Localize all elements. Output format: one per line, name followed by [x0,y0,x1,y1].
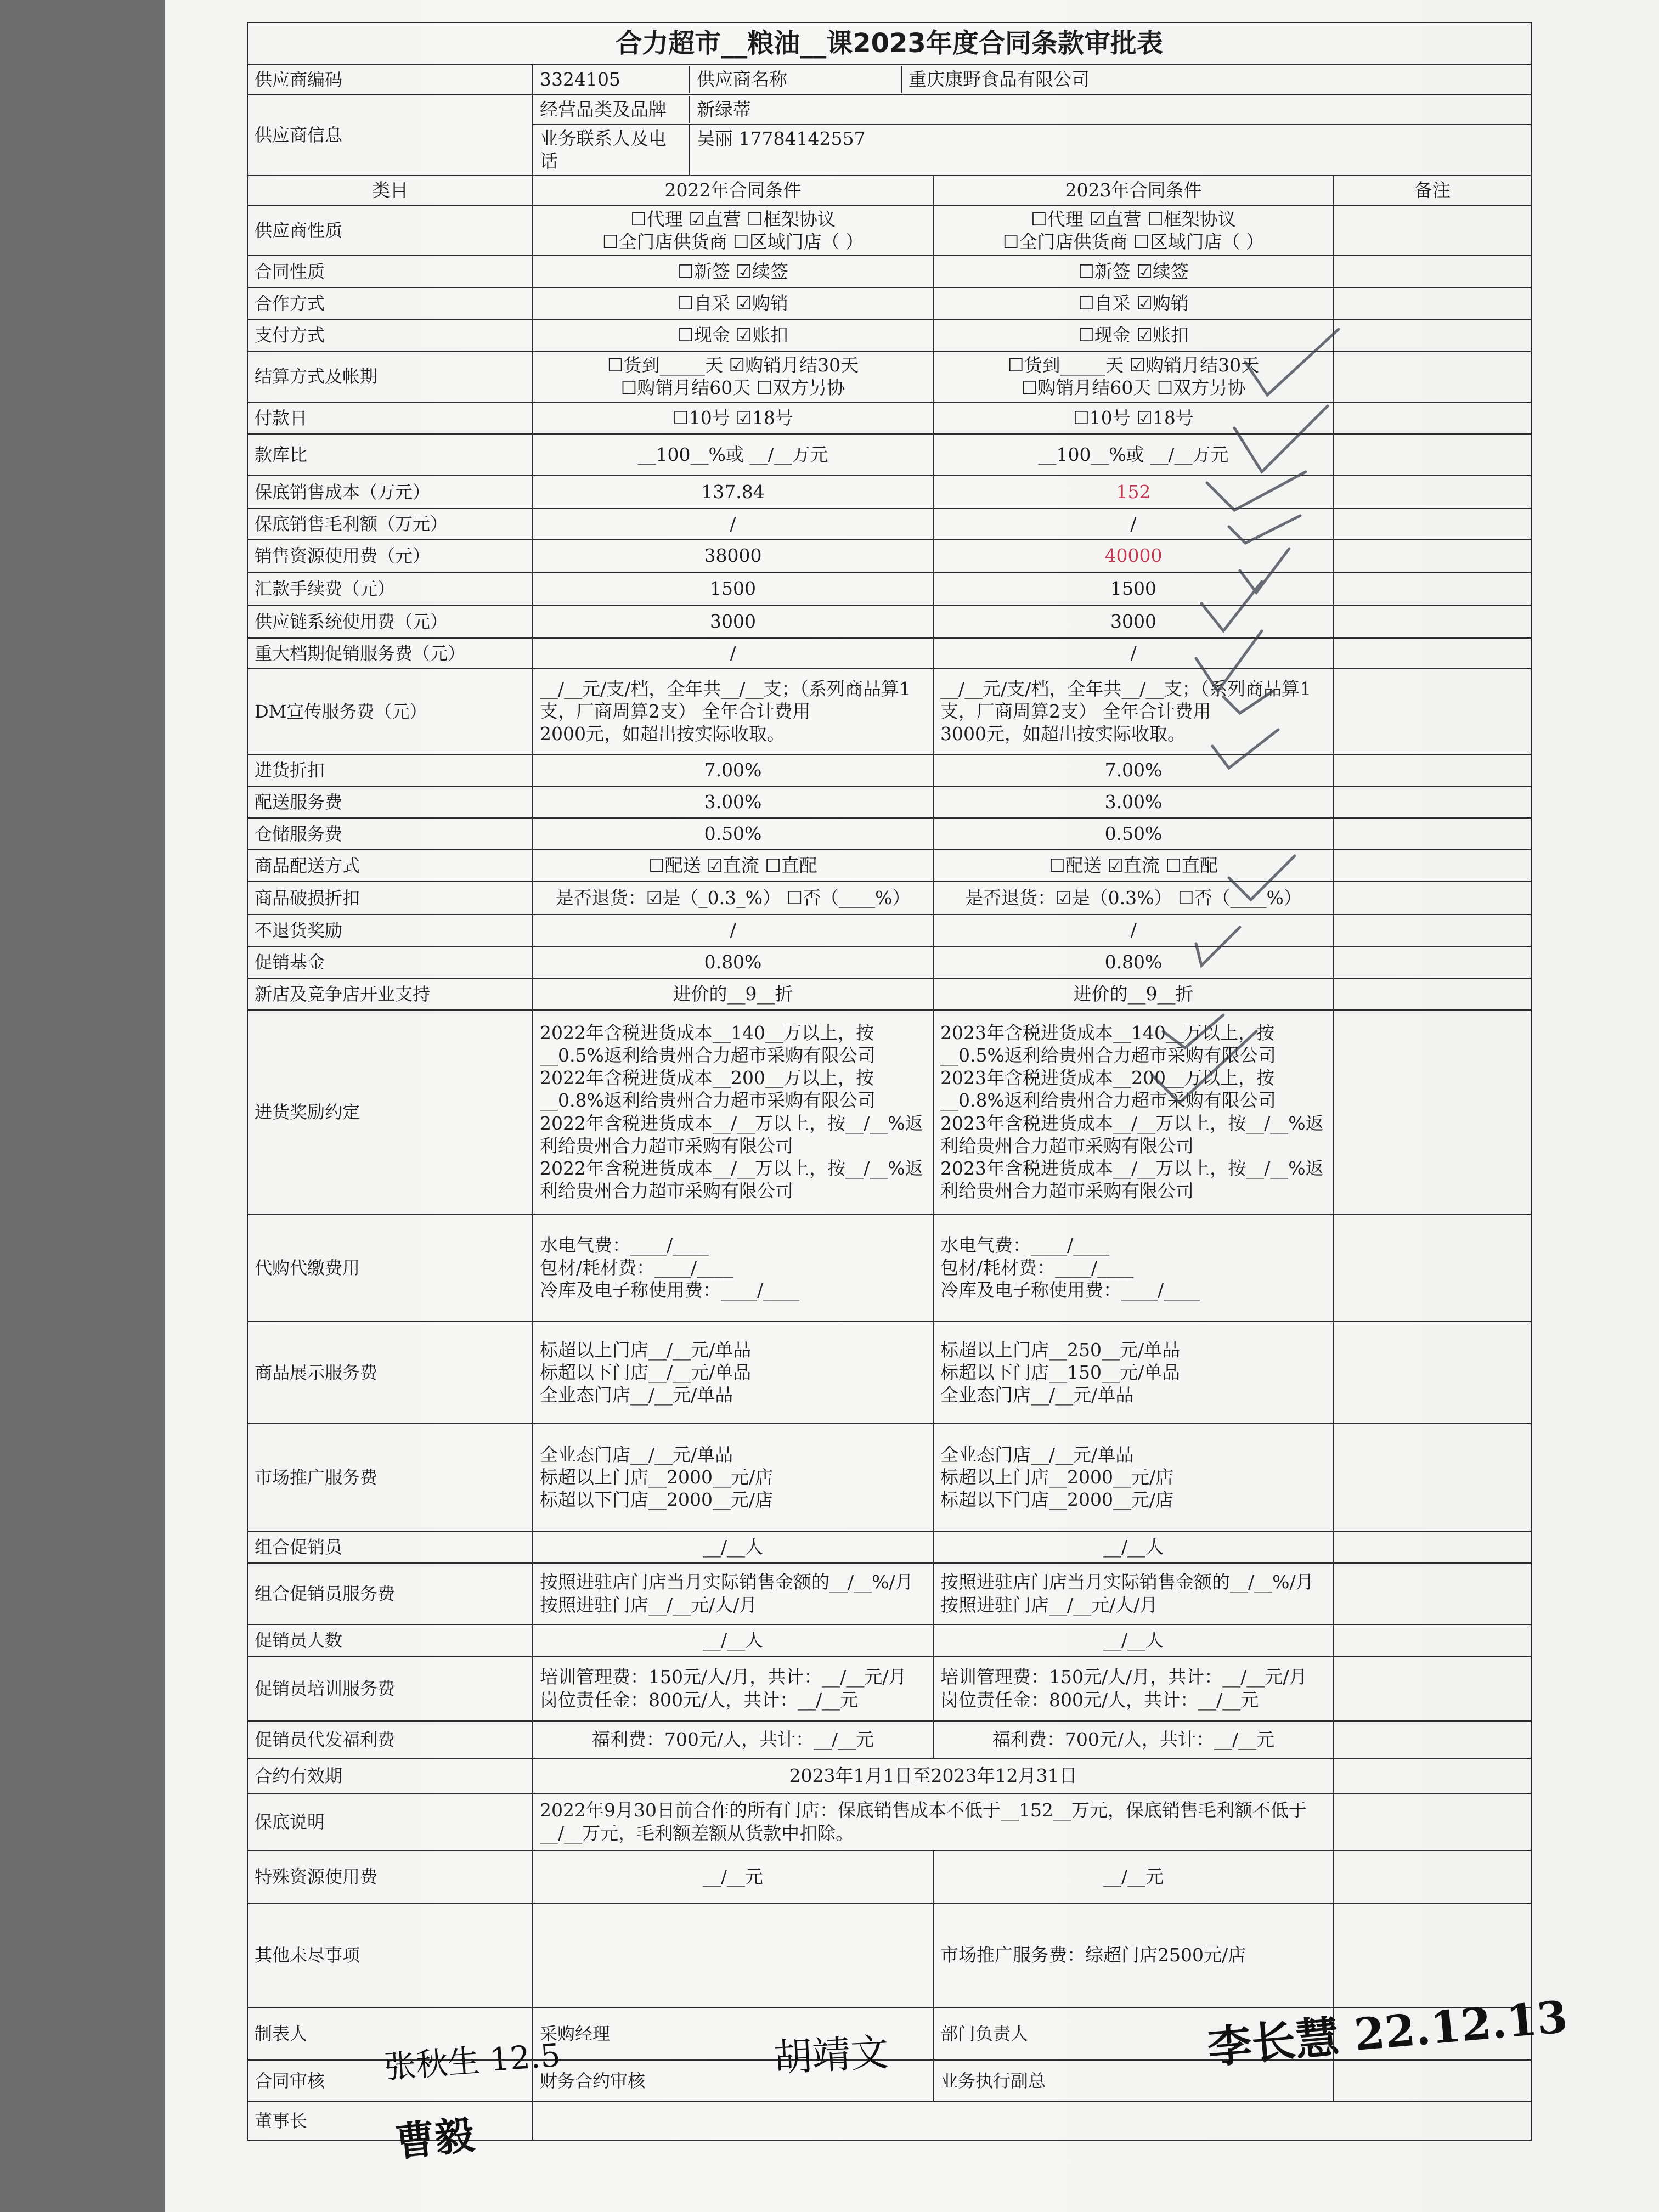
guarantee-row [247,1793,1531,1850]
remark-cell [1334,509,1531,539]
row-label: 促销基金 [247,946,533,978]
table-row [247,1424,1531,1531]
value-2022: 进价的__9__折 [533,978,933,1010]
signature-row-2 [247,2060,1531,2102]
value-2023: 1500 [933,572,1334,605]
remark-cell [1334,978,1531,1010]
table-row [247,256,1531,287]
value-2023: __100__%或 __/__万元 [933,434,1334,476]
table-row [247,434,1531,476]
value-2023: 标超以上门店__250__元/单品 标超以下门店__150__元/单品 全业态门店__/__元/单品 [933,1322,1334,1424]
signature-row-1 [247,2007,1531,2060]
value-2022: __/__元/支/档，全年共__/__支；（系列商品算1支，厂商周算2支） 全年合计费用 2000元，如超出按实际收取。 [533,669,933,754]
value-2023: __/__人 [933,1531,1334,1563]
remark-cell [1334,1903,1531,2007]
remark-cell [1334,319,1531,351]
maker-label: 制表人 [247,2007,533,2060]
table-row [247,319,1531,351]
value-2022: 福利费：700元/人，共计：__/__元 [533,1721,933,1758]
supplier-info-label: 供应商信息 [247,95,533,176]
special-2022: __/__元 [533,1850,933,1903]
brand-value: 新绿蒂 [697,99,751,121]
remark-cell [1334,1563,1531,1624]
remark-cell [1334,572,1531,605]
validity-value: 2023年1月1日至2023年12月31日 [533,1758,1334,1793]
table-row [247,786,1531,818]
value-2023: 2023年含税进货成本__140__万以上，按__0.5%返利给贵州合力超市采购有限公司 2023年含税进货成本__200__万以上，按__0.8%返利给贵州合力超市采购有限公司 2023年含税进货成本__/__万以上，按__/__%返利给贵州合力超市采购有限公司 2023年含税进货成本__/__万以上，按__/__%返利给贵州合力超市采购有限公司 [933,1010,1334,1214]
value-2023: 福利费：700元/人，共计：__/__元 [933,1721,1334,1758]
value-2022: 1500 [533,572,933,605]
value-2022: 标超以上门店__/__元/单品 标超以下门店__/__元/单品 全业态门店__/__元/单品 [533,1322,933,1424]
value-2022: 0.50% [533,818,933,850]
table-row [247,882,1531,915]
contract-review-label: 合同审核 [247,2060,533,2102]
table-row [247,539,1531,572]
supplier-name: 重庆康野食品有限公司 [909,69,1090,91]
remark-cell [1334,1850,1531,1903]
row-label: 汇款手续费（元） [247,572,533,605]
value-2023: __/__元/支/档，全年共__/__支；（系列商品算1支，厂商周算2支） 全年合计费用 3000元，如超出按实际收取。 [933,669,1334,754]
remark-cell [1334,256,1531,287]
value-2023: 培训管理费：150元/人/月，共计：__/__元/月 岗位责任金：800元/人，共计：__/__元 [933,1656,1334,1721]
value-2023: 7.00% [933,754,1334,786]
table-row [247,850,1531,882]
table-row [247,205,1531,256]
supplier-contact-cell [533,125,1531,176]
value-2022: 0.80% [533,946,933,978]
row-label: 商品配送方式 [247,850,533,882]
value-2023: 全业态门店__/__元/单品 标超以上门店__2000__元/店 标超以下门店__2000__元/店 [933,1424,1334,1531]
row-label: 促销员代发福利费 [247,1721,533,1758]
table-row [247,1563,1531,1624]
value-2023: 按照进驻店门店当月实际销售金额的__/__%/月 按照进驻门店__/__元/人/月 [933,1563,1334,1624]
value-2023: 水电气费：____/____ 包材/耗材费：____/____ 冷库及电子称使用费：____/____ [933,1214,1334,1322]
value-2022: 培训管理费：150元/人/月，共计：__/__元/月 岗位责任金：800元/人，共计：__/__元 [533,1656,933,1721]
table-row [247,1656,1531,1721]
row-label: 组合促销员 [247,1531,533,1563]
value-2022: 全业态门店__/__元/单品 标超以上门店__2000__元/店 标超以下门店__2000__元/店 [533,1424,933,1531]
remark-cell [1334,402,1531,434]
contact-value: 吴丽 17784142557 [697,128,866,149]
table-row [247,402,1531,434]
value-2022: 3.00% [533,786,933,818]
table-row [247,287,1531,319]
row-label: 进货奖励约定 [247,1010,533,1214]
remark-cell [1334,287,1531,319]
value-2022: ☐10号 ☑18号 [533,402,933,434]
value-2022: 38000 [533,539,933,572]
remark-cell [1334,946,1531,978]
form-title: 合力超市__粮油__课2023年度合同条款审批表 [247,22,1531,64]
remark-cell [1334,669,1531,754]
value-2022: 3000 [533,605,933,638]
table-row [247,669,1531,754]
value-2022: ☐配送 ☑直流 ☐直配 [533,850,933,882]
remark-cell [1334,638,1531,669]
value-2022: 水电气费：____/____ 包材/耗材费：____/____ 冷库及电子称使用费：____/____ [533,1214,933,1322]
row-label: 款库比 [247,434,533,476]
row-label: 促销员人数 [247,1624,533,1656]
supplier-code-and-name [533,64,1531,95]
other-2023: 市场推广服务费：综超门店2500元/店 [933,1903,1334,2007]
value-2023: ☐代理 ☑直营 ☐框架协议 ☐全门店供货商 ☐区域门店（ ） [933,205,1334,256]
row-label: 供应链系统使用费（元） [247,605,533,638]
title-row [247,22,1531,64]
table-row [247,1721,1531,1758]
value-2022: __100__%或 __/__万元 [533,434,933,476]
row-label: 代购代缴费用 [247,1214,533,1322]
contract-review-signature: 曹毅 [393,2111,477,2166]
row-label: 新店及竞争店开业支持 [247,978,533,1010]
value-2023: ☐自采 ☑购销 [933,287,1334,319]
remark-cell [1334,786,1531,818]
value-2023: / [933,915,1334,946]
table-row [247,915,1531,946]
special-row [247,1850,1531,1903]
remark-cell [1334,434,1531,476]
supplier-brand-row [247,95,1531,125]
other-2022 [533,1903,933,2007]
guarantee-label: 保底说明 [247,1793,533,1850]
table-row [247,476,1531,509]
dept-head-sign-area [1334,2007,1531,2060]
value-2023: 0.50% [933,818,1334,850]
other-row [247,1903,1531,2007]
brand-label: 经营品类及品牌 [533,96,690,123]
remark-cell [1334,351,1531,402]
special-2023: __/__元 [933,1850,1334,1903]
dept-head-signature: 李长慧 22.12.13 [1205,1990,1570,2074]
table-row [247,754,1531,786]
row-label: 结算方式及帐期 [247,351,533,402]
remark-cell [1334,605,1531,638]
row-label: 商品破损折扣 [247,882,533,915]
value-2023: ☐新签 ☑续签 [933,256,1334,287]
finance-review-label: 财务合约审核 [533,2060,933,2102]
value-2023: 3000 [933,605,1334,638]
table-row [247,638,1531,669]
row-label: 保底销售毛利额（万元） [247,509,533,539]
supplier-name-label: 供应商名称 [690,66,902,93]
remark-cell [1334,539,1531,572]
header-remark: 备注 [1334,176,1531,205]
supplier-code-label: 供应商编码 [247,64,533,95]
value-2023: 0.80% [933,946,1334,978]
supplier-brand-cell [533,95,1531,125]
table-row [247,818,1531,850]
header-2023: 2023年合同条件 [933,176,1334,205]
remark-cell [1334,205,1531,256]
row-label: 销售资源使用费（元） [247,539,533,572]
row-label: 组合促销员服务费 [247,1563,533,1624]
remark-cell [1334,1656,1531,1721]
supplier-code-row [247,64,1531,95]
value-2022: __/__人 [533,1531,933,1563]
remark-cell [1334,476,1531,509]
remark-cell [1334,1214,1531,1322]
table-row [247,1010,1531,1214]
value-2022: 137.84 [533,476,933,509]
remark-cell [1334,1721,1531,1758]
supplier-code: 3324105 [533,66,690,93]
dept-head-label: 部门负责人 [933,2007,1334,2060]
value-2022: ☐自采 ☑购销 [533,287,933,319]
value-2023: 40000 [933,539,1334,572]
row-label: 进货折扣 [247,754,533,786]
remark-cell [1334,1758,1531,1793]
value-2023: 进价的__9__折 [933,978,1334,1010]
remark-cell [1334,850,1531,882]
row-label: 配送服务费 [247,786,533,818]
remark-cell [1334,818,1531,850]
value-2023: 3.00% [933,786,1334,818]
value-2023: ☐10号 ☑18号 [933,402,1334,434]
value-2022: 7.00% [533,754,933,786]
row-label: 市场推广服务费 [247,1424,533,1531]
remark-cell [1334,1010,1531,1214]
other-label: 其他未尽事项 [247,1903,533,2007]
chairman-sign-area [533,2102,1531,2140]
vp-sign-area [1334,2060,1531,2102]
row-label: 促销员培训服务费 [247,1656,533,1721]
row-label: 不退货奖励 [247,915,533,946]
validity-row [247,1758,1531,1793]
vp-label: 业务执行副总 [933,2060,1334,2102]
row-label: 重大档期促销服务费（元） [247,638,533,669]
row-label: 付款日 [247,402,533,434]
purchase-manager-signature: 胡靖文 [772,2029,890,2081]
value-2023: / [933,509,1334,539]
value-2022: ☐新签 ☑续签 [533,256,933,287]
value-2022: / [533,638,933,669]
value-2023: 是否退货：☑是（0.3%） ☐否（____%） [933,882,1334,915]
value-2022: ☐货到_____天 ☑购销月结30天 ☐购销月结60天 ☐双方另协 [533,351,933,402]
value-2023: / [933,638,1334,669]
special-label: 特殊资源使用费 [247,1850,533,1903]
table-row [247,1322,1531,1424]
chairman-label: 董事长 [247,2102,533,2140]
maker-signature: 张秋生 12.5 [383,2036,562,2086]
remark-cell [1334,754,1531,786]
value-2023: __/__人 [933,1624,1334,1656]
table-row [247,351,1531,402]
value-2022: ☐现金 ☑账扣 [533,319,933,351]
value-2022: / [533,915,933,946]
header-2022: 2022年合同条件 [533,176,933,205]
contract-approval-form [247,22,1532,2141]
row-label: 仓储服务费 [247,818,533,850]
value-2023: ☐货到_____天 ☑购销月结30天 ☐购销月结60天 ☐双方另协 [933,351,1334,402]
value-2023: 152 [933,476,1334,509]
table-row [247,946,1531,978]
table-row [247,572,1531,605]
signature-row-3 [247,2102,1531,2140]
remark-cell [1334,1322,1531,1424]
value-2022: __/__人 [533,1624,933,1656]
remark-cell [1334,1624,1531,1656]
row-label: 商品展示服务费 [247,1322,533,1424]
row-label: 合同性质 [247,256,533,287]
remark-cell [1334,1793,1531,1850]
row-label: 支付方式 [247,319,533,351]
value-2022: / [533,509,933,539]
value-2023: ☐配送 ☑直流 ☐直配 [933,850,1334,882]
row-label: 合作方式 [247,287,533,319]
validity-label: 合约有效期 [247,1758,533,1793]
header-category: 类目 [247,176,533,205]
remark-cell [1334,1424,1531,1531]
contact-label: 业务联系人及电话 [533,125,690,175]
row-label: 保底销售成本（万元） [247,476,533,509]
remark-cell [1334,1531,1531,1563]
row-label: 供应商性质 [247,205,533,256]
value-2023: ☐现金 ☑账扣 [933,319,1334,351]
column-header-row [247,176,1531,205]
table-row [247,1531,1531,1563]
row-label: DM宣传服务费（元） [247,669,533,754]
table-row [247,605,1531,638]
value-2022: 2022年含税进货成本__140__万以上，按__0.5%返利给贵州合力超市采购有限公司 2022年含税进货成本__200__万以上，按__0.8%返利给贵州合力超市采购有限公司 2022年含税进货成本__/__万以上，按__/__%返利给贵州合力超市采购有限公司 2022年含税进货成本__/__万以上，按__/__%返利给贵州合力超市采购有限公司 [533,1010,933,1214]
table-row [247,1214,1531,1322]
remark-cell [1334,882,1531,915]
remark-cell [1334,915,1531,946]
guarantee-value: 2022年9月30日前合作的所有门店：保底销售成本不低于__152__万元，保底销售毛利额不低于__/__万元，毛利额差额从货款中扣除。 [533,1793,1334,1850]
value-2022: 按照进驻店门店当月实际销售金额的__/__%/月 按照进驻门店__/__元/人/月 [533,1563,933,1624]
table-row [247,1624,1531,1656]
value-2022: 是否退货：☑是（_0.3_%） ☐否（____%） [533,882,933,915]
purchase-manager-label: 采购经理 [533,2007,933,2060]
table-row [247,978,1531,1010]
value-2022: ☐代理 ☑直营 ☐框架协议 ☐全门店供货商 ☐区域门店（ ） [533,205,933,256]
table-row [247,509,1531,539]
